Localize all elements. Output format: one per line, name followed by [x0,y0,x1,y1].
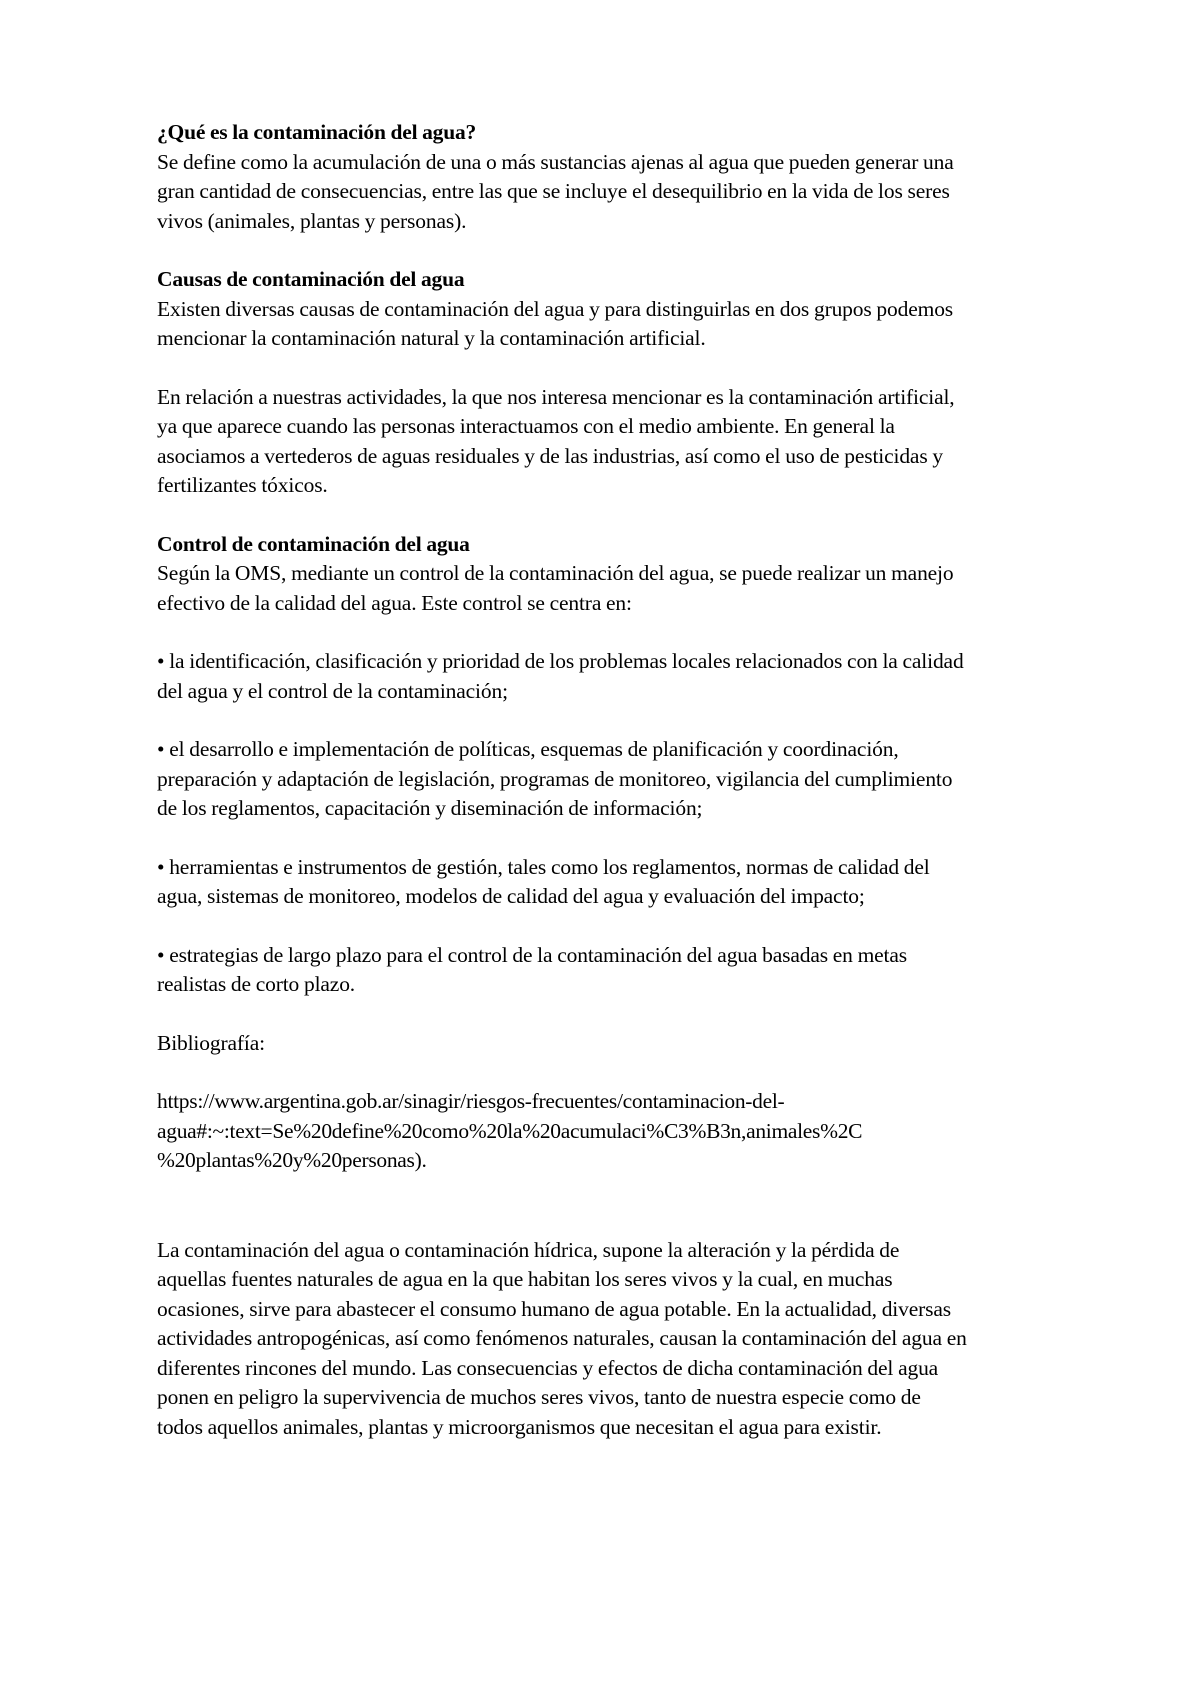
paragraph-cierre-contaminacion-hidrica: La contaminación del agua o contaminación hídrica, supone la alteración y la pérdida de aquellas fuentes naturales de agua en la que habitan los seres vivos y la cual, en muchas ocasiones, sirve para abastecer el consumo humano de agua potable. En la actualidad, diversas actividades antropogénicas, así como fenómenos naturales, causan la contaminación del agua en diferentes rincones del mundo. Las consecuencias y efectos de dicha contaminación del agua ponen en peligro la supervivencia de muchos seres vivos, tanto de nuestra especie como de todos aquellos animales, plantas y microorganismos que necesitan el agua para existir. [157,1237,967,1439]
spacer [157,236,968,265]
spacer [157,501,968,530]
section-causas [157,265,968,354]
bibliography-url-line-1: https://www.argentina.gob.ar/sinagir/riesgos-frecuentes/contaminacion-del- [157,1089,785,1113]
bibliography-url-line-3: %20plantas%20y%20personas). [157,1148,427,1172]
section-heading-que-es: ¿Qué es la contaminación del agua? [157,120,477,144]
bullet-item-estrategias-largo-plazo: • estrategias de largo plazo para el control de la contaminación del agua basadas en metas realistas de corto plazo. [157,942,907,996]
spacer [157,354,968,383]
paragraph-contaminacion-artificial: En relación a nuestras actividades, la que nos interesa mencionar es la contaminación artificial, ya que aparece cuando las personas interactuamos con el medio ambiente. En general la asociamos a vertederos de aguas residuales y de las industrias, así como el uso de pesticidas y fertilizantes tóxicos. [157,384,955,497]
bibliography-label: Bibliografía: [157,1030,265,1055]
spacer [157,618,968,647]
spacer [157,1058,968,1087]
paragraph-control-oms: Según la OMS, mediante un control de la contaminación del agua, se puede realizar un manejo efectivo de la calidad del agua. Este control se centra en: [157,561,954,615]
spacer [157,706,968,735]
paragraph-causas-grupos: Existen diversas causas de contaminación del agua y para distinguirlas en dos grupos podemos mencionar la contaminación natural y la contaminación artificial. [157,296,954,350]
bullet-item-herramientas-gestion: • herramientas e instrumentos de gestión, tales como los reglamentos, normas de calidad del agua, sistemas de monitoreo, modelos de calidad del agua y evaluación del impacto; [157,854,930,908]
spacer [157,912,968,941]
document-body [157,118,968,1442]
section-control [157,530,968,619]
bibliography-url-line-2: agua#:~:text=Se%20define%20como%20la%20acumulaci%C3%B3n,animales%2C [157,1118,863,1143]
spacer [157,824,968,853]
section-que-es [157,118,968,236]
bullet-item-identificacion: • la identificación, clasificación y prioridad de los problemas locales relacionados con la calidad del agua y el control de la contaminación; [157,649,964,703]
paragraph-definicion: Se define como la acumulación de una o más sustancias ajenas al agua que pueden generar una gran cantidad de consecuencias, entre las que se incluye el desequilibrio en la vida de los seres vivos (animales, plantas y personas). [157,149,954,233]
spacer [157,1000,968,1029]
bibliography-url [157,1087,968,1176]
bullet-item-desarrollo-politicas: • el desarrollo e implementación de políticas, esquemas de planificación y coordinación, preparación y adaptación de legislación, programas de monitoreo, vigilancia del cumplimiento de los reglamentos, capacitación y diseminación de información; [157,737,953,820]
section-heading-causas: Causas de contaminación del agua [157,267,465,291]
section-heading-control: Control de contaminación del agua [157,531,470,556]
spacer [157,1176,968,1236]
